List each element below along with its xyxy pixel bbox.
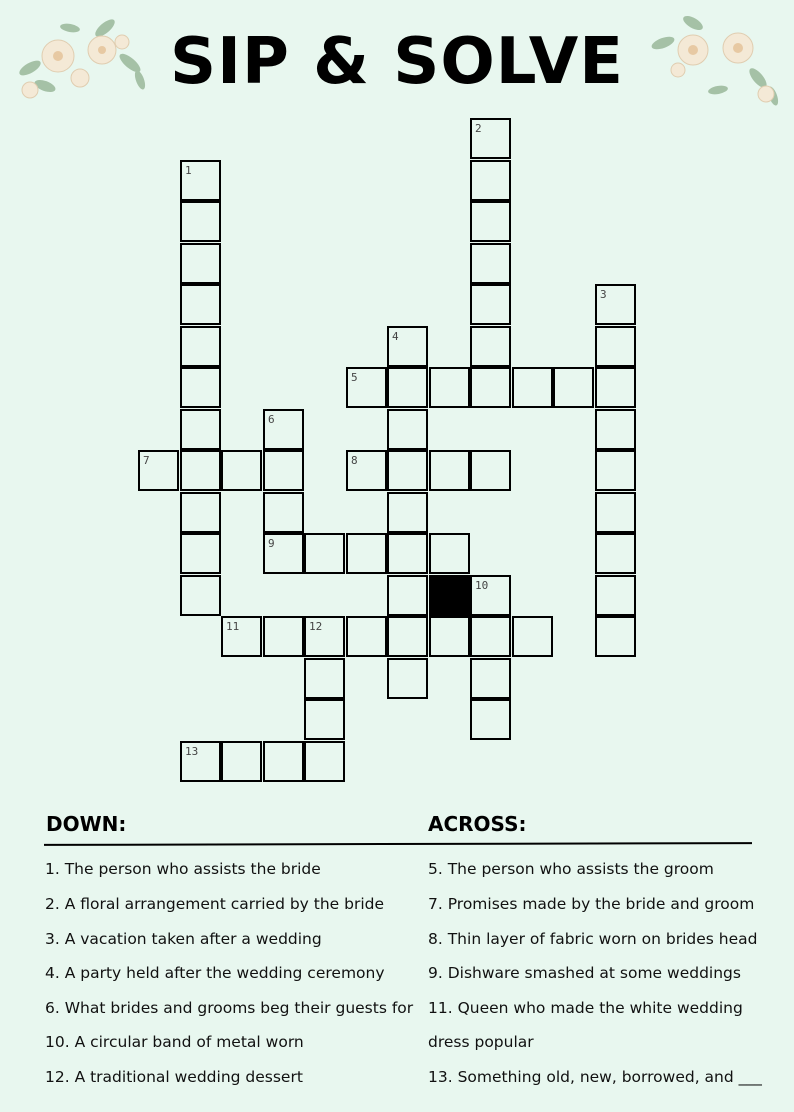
grid-cell[interactable] [387,616,428,657]
grid-cell[interactable] [387,409,428,450]
divider-line [44,842,752,846]
grid-cell[interactable] [470,575,511,616]
clue-number: 6 [268,413,275,426]
grid-cell[interactable] [304,616,345,657]
grid-cell[interactable] [470,284,511,325]
grid-cell[interactable] [470,616,511,657]
grid-cell[interactable] [180,243,221,284]
grid-cell[interactable] [304,658,345,699]
across-clue: dress popular [428,1033,534,1051]
grid-cell[interactable] [470,450,511,491]
black-square [429,575,470,616]
grid-cell[interactable] [595,533,636,574]
grid-cell[interactable] [387,575,428,616]
across-clue: 9. Dishware smashed at some weddings [428,964,741,982]
down-clue: 1. The person who assists the bride [45,860,321,878]
grid-cell[interactable] [180,160,221,201]
clue-number: 13 [185,745,199,758]
grid-cell[interactable] [429,450,470,491]
page-title: SIP & SOLVE [170,25,624,99]
grid-cell[interactable] [512,367,553,408]
down-clue: 6. What brides and grooms beg their guests for [45,999,414,1017]
across-clue: 13. Something old, new, borrowed, and ___ [428,1068,762,1086]
grid-cell[interactable] [263,409,304,450]
grid-cell[interactable] [304,533,345,574]
grid-cell[interactable] [595,575,636,616]
grid-cell[interactable] [470,326,511,367]
grid-cell[interactable] [263,450,304,491]
grid-cell[interactable] [263,492,304,533]
clue-number: 11 [226,620,240,633]
grid-cell[interactable] [180,741,221,782]
grid-cell[interactable] [138,450,179,491]
down-clue: 12. A traditional wedding dessert [45,1068,303,1086]
down-clue: 4. A party held after the wedding ceremony [45,964,385,982]
grid-cell[interactable] [221,741,262,782]
grid-cell[interactable] [180,575,221,616]
clue-number: 4 [392,330,399,343]
clue-number: 7 [143,454,150,467]
grid-cell[interactable] [180,533,221,574]
clue-number: 9 [268,537,275,550]
grid-cell[interactable] [387,533,428,574]
grid-cell[interactable] [180,201,221,242]
clue-number: 5 [351,371,358,384]
grid-cell[interactable] [180,409,221,450]
grid-cell[interactable] [470,367,511,408]
grid-cell[interactable] [595,616,636,657]
grid-cell[interactable] [595,450,636,491]
grid-cell[interactable] [470,118,511,159]
grid-cell[interactable] [221,616,262,657]
grid-cell[interactable] [387,326,428,367]
clue-number: 10 [475,579,489,592]
clue-number: 12 [309,620,323,633]
grid-cell[interactable] [595,409,636,450]
clue-number: 3 [600,288,607,301]
grid-cell[interactable] [180,284,221,325]
grid-cell[interactable] [346,450,387,491]
grid-cell[interactable] [470,201,511,242]
grid-cell[interactable] [180,326,221,367]
grid-cell[interactable] [387,658,428,699]
grid-cell[interactable] [470,699,511,740]
grid-cell[interactable] [429,616,470,657]
grid-cell[interactable] [470,160,511,201]
grid-cell[interactable] [263,616,304,657]
grid-cell[interactable] [387,367,428,408]
grid-cell[interactable] [346,367,387,408]
grid-cell[interactable] [595,284,636,325]
grid-cell[interactable] [180,492,221,533]
grid-cell[interactable] [470,243,511,284]
down-clue: 2. A floral arrangement carried by the bride [45,895,385,913]
grid-cell[interactable] [180,450,221,491]
grid-cell[interactable] [595,492,636,533]
clue-number: 2 [475,122,482,135]
grid-cell[interactable] [429,533,470,574]
clue-number: 1 [185,164,192,177]
across-heading: ACROSS: [428,812,527,836]
grid-cell[interactable] [221,450,262,491]
grid-cell[interactable] [263,533,304,574]
grid-cell[interactable] [180,367,221,408]
down-heading: DOWN: [46,812,127,836]
across-clue: 5. The person who assists the groom [428,860,714,878]
grid-cell[interactable] [387,450,428,491]
grid-cell[interactable] [595,367,636,408]
clue-number: 8 [351,454,358,467]
across-clue: 7. Promises made by the bride and groom [428,895,755,913]
grid-cell[interactable] [470,658,511,699]
grid-cell[interactable] [387,492,428,533]
across-clue: 8. Thin layer of fabric worn on brides head [428,930,758,948]
grid-cell[interactable] [346,533,387,574]
grid-cell[interactable] [304,741,345,782]
down-clue: 10. A circular band of metal worn [45,1033,304,1051]
down-clue: 3. A vacation taken after a wedding [45,930,322,948]
grid-cell[interactable] [512,616,553,657]
grid-cell[interactable] [429,367,470,408]
grid-cell[interactable] [553,367,594,408]
grid-cell[interactable] [595,326,636,367]
across-clue: 11. Queen who made the white wedding [428,999,743,1017]
grid-cell[interactable] [304,699,345,740]
grid-cell[interactable] [346,616,387,657]
grid-cell[interactable] [263,741,304,782]
